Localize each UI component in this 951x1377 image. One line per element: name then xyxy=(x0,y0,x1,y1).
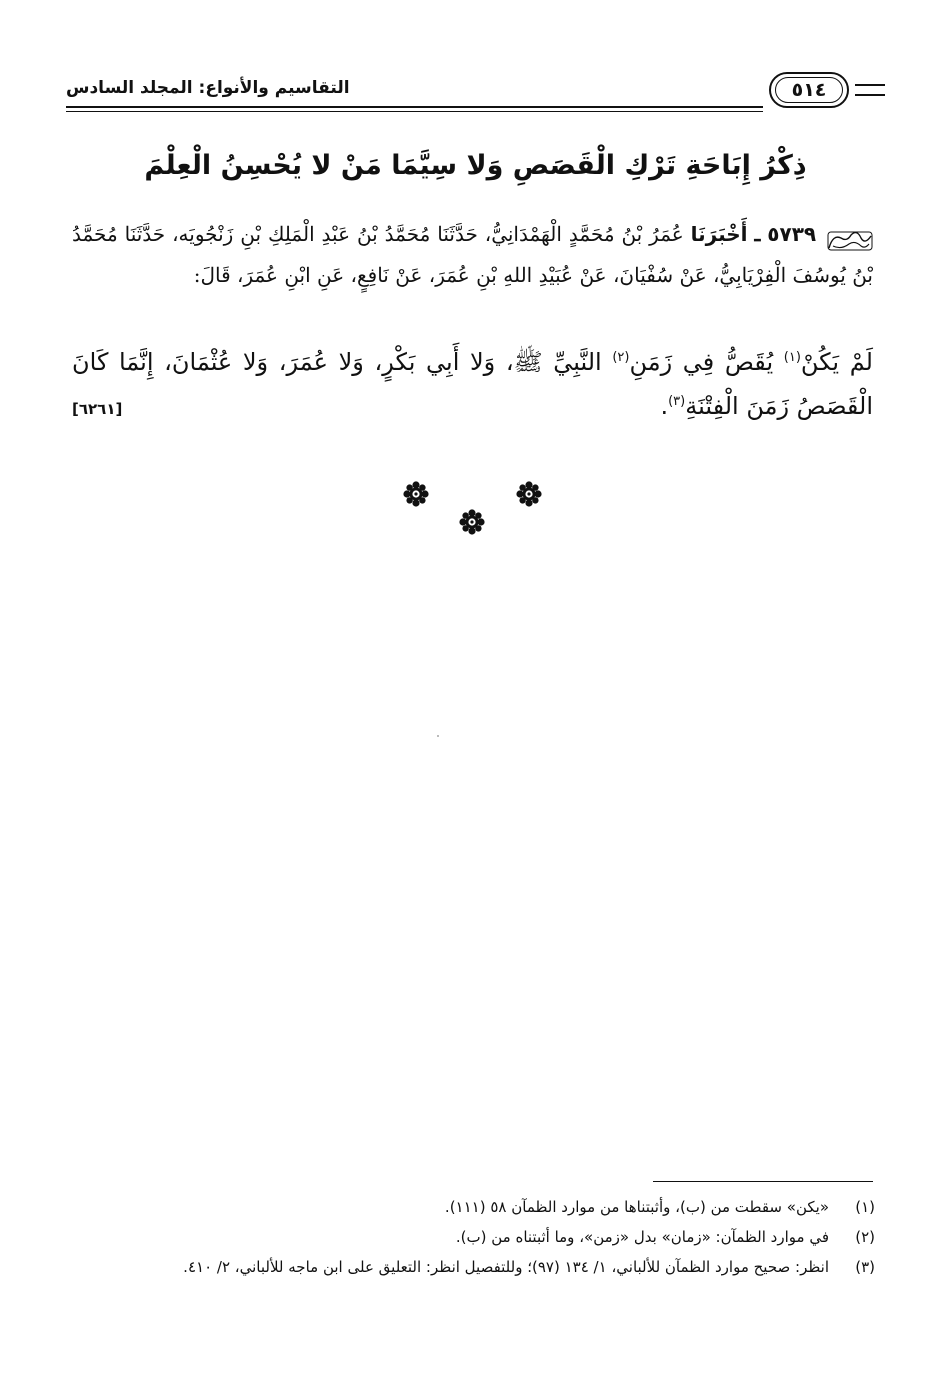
calligraphy-ornament-icon xyxy=(827,225,873,247)
matn-part-1: لَمْ يَكُنْ xyxy=(800,348,873,376)
matn-part-3: النَّبِيِّ ﷺ، وَلا أَبِي بَكْرٍ، وَلا عُمَرَ، وَلا عُثْمَانَ، إِنَّمَا كَانَ الْقَصَصُ زَمَنَ الْفِتْنَةِ xyxy=(72,348,873,420)
hadith-isnad-text: عُمَرُ بْنُ مُحَمَّدٍ الْهَمْدَانِيُّ، حَدَّثَنَا مُحَمَّدُ بْنُ عَبْدِ الْمَلِكِ بْنِ زَنْجُويَه، حَدَّثَنَا مُحَمَّدُ بْنُ يُوسُفَ الْفِرْيَابِيُّ، عَنْ سُفْيَانَ، عَنْ عُبَيْدِ اللهِ بْنِ عُمَرَ، عَنْ نَافِعٍ، عَنِ ابْنِ عُمَرَ، قَالَ: xyxy=(72,222,873,287)
hadith-opener: أَخْبَرَنَا xyxy=(690,222,748,246)
chapter-heading: ذِكْرُ إِبَاحَةِ تَرْكِ الْقَصَصِ وَلا سِيَّمَا مَنْ لا يُحْسِنُ الْعِلْمَ xyxy=(144,150,807,181)
footnotes xyxy=(76,1192,875,1282)
running-title: التقاسيم والأنواع: المجلد السادس xyxy=(66,78,350,98)
flower-ornament-icon xyxy=(459,509,485,535)
running-header xyxy=(66,72,885,116)
page-number-box xyxy=(769,72,849,108)
page-number: ٥١٤ xyxy=(791,79,827,101)
hadith-matn xyxy=(72,340,873,428)
footnote-separator xyxy=(653,1181,873,1182)
header-rule xyxy=(66,106,763,112)
footnote-marker-3: (٣) xyxy=(668,394,686,409)
footnote-item xyxy=(76,1252,875,1282)
header-double-dash xyxy=(855,84,885,96)
footnote-number: (٢) xyxy=(855,1228,875,1246)
footnote-item xyxy=(76,1192,875,1222)
footnote-item xyxy=(76,1222,875,1252)
hadith-cross-reference: [٦٢٦١] xyxy=(72,400,123,418)
footnote-text: في موارد الظمآن: «زمان» بدل «زمن»، وما أثبتناه من (ب). xyxy=(455,1228,829,1246)
footnote-text: «يكن» سقطت من (ب)، وأثبتناها من موارد الظمآن ٥٨ (١١١). xyxy=(444,1198,829,1216)
footnote-marker-1: (١) xyxy=(783,350,801,365)
flower-ornament-icon xyxy=(403,481,429,507)
footnote-number: (١) xyxy=(855,1198,875,1216)
hadith-isnad xyxy=(72,214,873,296)
footnote-text: انظر: صحيح موارد الظمآن للألباني، ١/ ١٣٤ (٩٧)؛ وللتفصيل انظر: التعليق على ابن ماجه للألباني، ٢/ ٤١٠. xyxy=(183,1258,829,1276)
flower-ornament-icon xyxy=(516,481,542,507)
matn-part-2: يُقَصُّ فِي زَمَنِ xyxy=(629,348,784,376)
scan-speck xyxy=(437,735,439,737)
footnote-marker-2: (٢) xyxy=(612,350,630,365)
hadith-number: ٥٧٣٩ xyxy=(767,222,817,246)
hadith-dash: ـ xyxy=(754,222,761,246)
matn-end: . xyxy=(660,392,669,420)
footnote-number: (٣) xyxy=(855,1258,875,1276)
